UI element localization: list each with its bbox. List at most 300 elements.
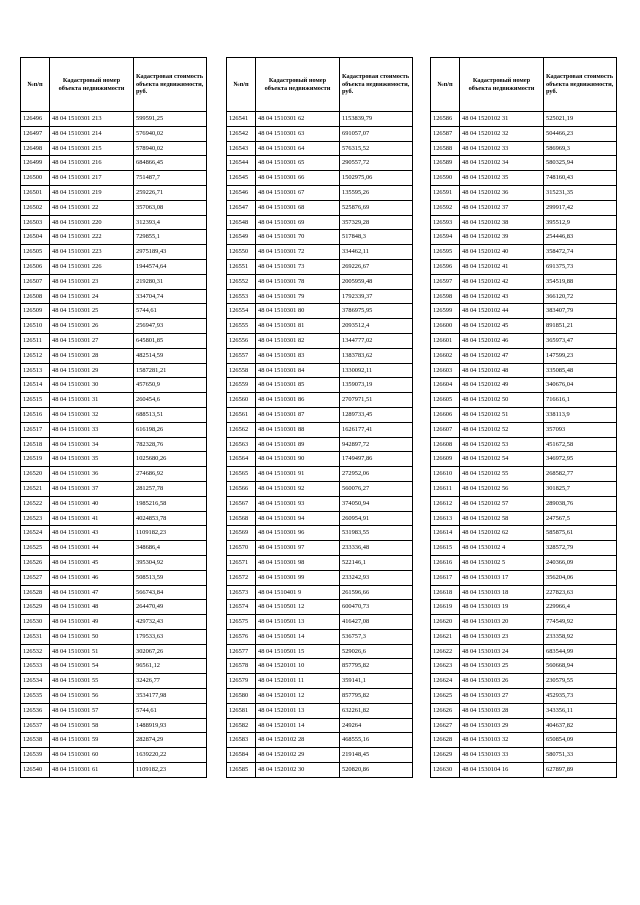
- cadastral-cost: 261596,66: [340, 585, 413, 600]
- cadastral-number: 48 04 1510301 83: [256, 348, 340, 363]
- row-index: 126537: [21, 718, 50, 733]
- cadastral-number: 48 04 1510301 89: [256, 437, 340, 452]
- cadastral-number: 48 04 1520102 35: [460, 171, 544, 186]
- cadastral-number: 48 04 1510301 219: [50, 185, 134, 200]
- header-index: №п/п: [227, 58, 256, 112]
- cadastral-cost: 580325,94: [544, 156, 617, 171]
- cadastral-number: 48 04 1510301 37: [50, 481, 134, 496]
- row-index: 126592: [431, 200, 460, 215]
- row-index: 126571: [227, 555, 256, 570]
- table-row: [21, 393, 207, 408]
- row-index: 126509: [21, 304, 50, 319]
- cadastral-number: 48 04 1520102 58: [460, 511, 544, 526]
- row-index: 126530: [21, 615, 50, 630]
- cadastral-number: 48 04 1510301 41: [50, 511, 134, 526]
- header-cadastral-number: Кадастровый номер объекта недвижимости: [256, 58, 340, 112]
- cadastral-number: 48 04 1530103 18: [460, 585, 544, 600]
- cadastral-cost: 1502975,06: [340, 171, 413, 186]
- header-cadastral-number: Кадастровый номер объекта недвижимости: [50, 58, 134, 112]
- cadastral-number: 48 04 1510301 226: [50, 259, 134, 274]
- cadastral-number: 48 04 1520102 37: [460, 200, 544, 215]
- table-row: [431, 600, 617, 615]
- row-index: 126501: [21, 185, 50, 200]
- cadastral-number: 48 04 1510301 220: [50, 215, 134, 230]
- table-row: [227, 570, 413, 585]
- table-row: [227, 156, 413, 171]
- table-row: [21, 215, 207, 230]
- cadastral-number: 48 04 1510301 33: [50, 422, 134, 437]
- cadastral-cost: 751487,7: [134, 171, 207, 186]
- row-index: 126595: [431, 245, 460, 260]
- table-row: [227, 496, 413, 511]
- cadastral-cost: 576315,52: [340, 141, 413, 156]
- cadastral-number: 48 04 1530103 32: [460, 733, 544, 748]
- cadastral-number: 48 04 1520101 12: [256, 689, 340, 704]
- table-row: [227, 452, 413, 467]
- row-index: 126531: [21, 629, 50, 644]
- row-index: 126517: [21, 422, 50, 437]
- cadastral-cost: 219280,31: [134, 274, 207, 289]
- row-index: 126588: [431, 141, 460, 156]
- table-row: [21, 733, 207, 748]
- cadastral-number: 48 04 1510301 26: [50, 319, 134, 334]
- cadastral-cost: 354519,88: [544, 274, 617, 289]
- cadastral-cost: 289038,76: [544, 496, 617, 511]
- table-row: [431, 659, 617, 674]
- table-row: [431, 511, 617, 526]
- cadastral-cost: 328572,79: [544, 541, 617, 556]
- cadastral-number: 48 04 1510301 63: [256, 126, 340, 141]
- row-index: 126601: [431, 333, 460, 348]
- row-index: 126616: [431, 555, 460, 570]
- cadastral-number: 48 04 1510301 45: [50, 555, 134, 570]
- cadastral-number: 48 04 1520101 10: [256, 659, 340, 674]
- cadastral-cost: 1153839,79: [340, 112, 413, 127]
- cadastral-number: 48 04 1510301 215: [50, 141, 134, 156]
- cadastral-number: 48 04 1510301 30: [50, 378, 134, 393]
- cadastral-cost: 2093512,4: [340, 319, 413, 334]
- header-index: №п/п: [431, 58, 460, 112]
- table-row: [431, 555, 617, 570]
- cadastral-cost: 691375,73: [544, 259, 617, 274]
- cadastral-number: 48 04 1520102 39: [460, 230, 544, 245]
- cadastral-number: 48 04 1520102 45: [460, 319, 544, 334]
- row-index: 126514: [21, 378, 50, 393]
- cadastral-cost: 1488919,93: [134, 718, 207, 733]
- row-index: 126548: [227, 215, 256, 230]
- cadastral-number: 48 04 1510501 12: [256, 600, 340, 615]
- row-index: 126593: [431, 215, 460, 230]
- cadastral-cost: 650854,09: [544, 733, 617, 748]
- row-index: 126562: [227, 422, 256, 437]
- cadastral-cost: 1359073,19: [340, 378, 413, 393]
- row-index: 126560: [227, 393, 256, 408]
- cadastral-cost: 416427,08: [340, 615, 413, 630]
- table-row: [21, 674, 207, 689]
- cadastral-cost: 247567,5: [544, 511, 617, 526]
- row-index: 126579: [227, 674, 256, 689]
- cadastral-cost: 2005959,48: [340, 274, 413, 289]
- row-index: 126629: [431, 748, 460, 763]
- header-cadastral-cost: Кадастровая стоимость объекта недвижимости, руб.: [134, 58, 207, 112]
- row-index: 126609: [431, 452, 460, 467]
- cadastral-number: 48 04 1530103 29: [460, 718, 544, 733]
- row-index: 126585: [227, 763, 256, 778]
- table-row: [431, 141, 617, 156]
- row-index: 126544: [227, 156, 256, 171]
- cadastral-number: 48 04 1510301 97: [256, 541, 340, 556]
- row-index: 126512: [21, 348, 50, 363]
- cadastral-cost: 504466,23: [544, 126, 617, 141]
- table-row: [227, 378, 413, 393]
- cadastral-cost: 451672,58: [544, 437, 617, 452]
- table-row: [227, 689, 413, 704]
- table-row: [431, 171, 617, 186]
- cadastral-cost: 259226,71: [134, 185, 207, 200]
- cadastral-number: 48 04 1510301 69: [256, 215, 340, 230]
- row-index: 126506: [21, 259, 50, 274]
- row-index: 126622: [431, 644, 460, 659]
- cadastral-cost: 315231,35: [544, 185, 617, 200]
- cadastral-number: 48 04 1510301 67: [256, 185, 340, 200]
- cadastral-number: 48 04 1510301 93: [256, 496, 340, 511]
- table-row: [431, 245, 617, 260]
- cadastral-cost: 1944574,64: [134, 259, 207, 274]
- cadastral-cost: 529026,6: [340, 644, 413, 659]
- cadastral-cost: 338113,9: [544, 407, 617, 422]
- cadastral-cost: 525876,69: [340, 200, 413, 215]
- table-row: [227, 703, 413, 718]
- row-index: 126599: [431, 304, 460, 319]
- cadastral-number: 48 04 1510301 213: [50, 112, 134, 127]
- cadastral-number: 48 04 1510301 46: [50, 570, 134, 585]
- table-row: [227, 526, 413, 541]
- row-index: 126510: [21, 319, 50, 334]
- cadastral-number: 48 04 1510301 80: [256, 304, 340, 319]
- table-row: [21, 555, 207, 570]
- table-row: [227, 541, 413, 556]
- row-index: 126498: [21, 141, 50, 156]
- header-cadastral-number: Кадастровый номер объекта недвижимости: [460, 58, 544, 112]
- row-index: 126572: [227, 570, 256, 585]
- cadastral-number: 48 04 1530102 5: [460, 555, 544, 570]
- cadastral-number: 48 04 1510301 90: [256, 452, 340, 467]
- cadastral-table-3: [430, 57, 617, 778]
- cadastral-number: 48 04 1510301 35: [50, 452, 134, 467]
- table-row: [21, 763, 207, 778]
- cadastral-cost: 227823,63: [544, 585, 617, 600]
- row-index: 126582: [227, 718, 256, 733]
- cadastral-number: 48 04 1530103 20: [460, 615, 544, 630]
- row-index: 126602: [431, 348, 460, 363]
- cadastral-cost: 219148,45: [340, 748, 413, 763]
- cadastral-cost: 1587281,21: [134, 363, 207, 378]
- cadastral-cost: 1626177,41: [340, 422, 413, 437]
- cadastral-cost: 580751,33: [544, 748, 617, 763]
- cadastral-cost: 5744,61: [134, 703, 207, 718]
- cadastral-number: 48 04 1510301 68: [256, 200, 340, 215]
- table-row: [431, 585, 617, 600]
- table-row: [21, 363, 207, 378]
- cadastral-number: 48 04 1510301 40: [50, 496, 134, 511]
- cadastral-cost: 383407,79: [544, 304, 617, 319]
- cadastral-table-2: [226, 57, 413, 778]
- cadastral-cost: 281257,78: [134, 481, 207, 496]
- cadastral-number: 48 04 1510301 34: [50, 437, 134, 452]
- row-index: 126621: [431, 629, 460, 644]
- table-row: [431, 467, 617, 482]
- cadastral-cost: 374050,94: [340, 496, 413, 511]
- table-row: [21, 467, 207, 482]
- row-index: 126557: [227, 348, 256, 363]
- cadastral-number: 48 04 1510301 91: [256, 467, 340, 482]
- table-row: [21, 185, 207, 200]
- cadastral-number: 48 04 1510501 15: [256, 644, 340, 659]
- cadastral-cost: 1749497,86: [340, 452, 413, 467]
- table-row: [227, 304, 413, 319]
- cadastral-cost: 600470,73: [340, 600, 413, 615]
- table-row: [431, 156, 617, 171]
- row-index: 126566: [227, 481, 256, 496]
- table-row: [21, 289, 207, 304]
- row-index: 126518: [21, 437, 50, 452]
- table-row: [227, 718, 413, 733]
- table-row: [431, 629, 617, 644]
- table-row: [431, 763, 617, 778]
- cadastral-cost: 3786975,95: [340, 304, 413, 319]
- cadastral-cost: 179533,63: [134, 629, 207, 644]
- row-index: 126568: [227, 511, 256, 526]
- cadastral-number: 48 04 1510301 223: [50, 245, 134, 260]
- table-row: [431, 319, 617, 334]
- row-index: 126573: [227, 585, 256, 600]
- row-index: 126525: [21, 541, 50, 556]
- row-index: 126534: [21, 674, 50, 689]
- cadastral-number: 48 04 1510301 27: [50, 333, 134, 348]
- cadastral-cost: 508513,59: [134, 570, 207, 585]
- row-index: 126508: [21, 289, 50, 304]
- row-index: 126496: [21, 112, 50, 127]
- row-index: 126500: [21, 171, 50, 186]
- cadastral-number: 48 04 1530103 28: [460, 703, 544, 718]
- row-index: 126499: [21, 156, 50, 171]
- row-index: 126575: [227, 615, 256, 630]
- cadastral-cost: 482514,59: [134, 348, 207, 363]
- cadastral-number: 48 04 1520102 34: [460, 156, 544, 171]
- row-index: 126596: [431, 259, 460, 274]
- cadastral-number: 48 04 1510301 79: [256, 289, 340, 304]
- cadastral-cost: 599591,25: [134, 112, 207, 127]
- cadastral-number: 48 04 1510301 29: [50, 363, 134, 378]
- cadastral-number: 48 04 1510301 60: [50, 748, 134, 763]
- cadastral-cost: 249264: [340, 718, 413, 733]
- table-row: [21, 541, 207, 556]
- cadastral-cost: 891851,21: [544, 319, 617, 334]
- cadastral-cost: 299917,42: [544, 200, 617, 215]
- row-index: 126587: [431, 126, 460, 141]
- row-index: 126546: [227, 185, 256, 200]
- cadastral-number: 48 04 1520102 49: [460, 378, 544, 393]
- cadastral-cost: 782328,76: [134, 437, 207, 452]
- cadastral-number: 48 04 1530103 19: [460, 600, 544, 615]
- cadastral-number: 48 04 1520102 47: [460, 348, 544, 363]
- cadastral-cost: 429732,43: [134, 615, 207, 630]
- cadastral-cost: 233336,48: [340, 541, 413, 556]
- table-row: [21, 259, 207, 274]
- cadastral-cost: 586969,3: [544, 141, 617, 156]
- cadastral-cost: 334462,11: [340, 245, 413, 260]
- cadastral-cost: 468555,16: [340, 733, 413, 748]
- row-index: 126532: [21, 644, 50, 659]
- table-row: [431, 348, 617, 363]
- table-row: [227, 171, 413, 186]
- cadastral-number: 48 04 1510301 31: [50, 393, 134, 408]
- row-index: 126559: [227, 378, 256, 393]
- table-row: [227, 333, 413, 348]
- table-row: [227, 215, 413, 230]
- row-index: 126526: [21, 555, 50, 570]
- table-row: [431, 407, 617, 422]
- row-index: 126611: [431, 481, 460, 496]
- cadastral-cost: 683544,99: [544, 644, 617, 659]
- table-row: [431, 689, 617, 704]
- cadastral-cost: 520820,86: [340, 763, 413, 778]
- table-row: [227, 467, 413, 482]
- cadastral-table-1: [20, 57, 207, 778]
- row-index: 126618: [431, 585, 460, 600]
- row-index: 126628: [431, 733, 460, 748]
- cadastral-cost: 301825,7: [544, 481, 617, 496]
- cadastral-number: 48 04 1530103 24: [460, 644, 544, 659]
- row-index: 126565: [227, 467, 256, 482]
- cadastral-cost: 684866,45: [134, 156, 207, 171]
- cadastral-number: 48 04 1530103 17: [460, 570, 544, 585]
- table-row: [431, 259, 617, 274]
- cadastral-number: 48 04 1520102 41: [460, 259, 544, 274]
- table-row: [431, 526, 617, 541]
- table-row: [431, 422, 617, 437]
- cadastral-cost: 272952,06: [340, 467, 413, 482]
- cadastral-cost: 1289733,45: [340, 407, 413, 422]
- table-row: [21, 585, 207, 600]
- cadastral-cost: 457650,9: [134, 378, 207, 393]
- cadastral-number: 48 04 1510501 14: [256, 629, 340, 644]
- cadastral-number: 48 04 1510301 25: [50, 304, 134, 319]
- cadastral-number: 48 04 1510301 36: [50, 467, 134, 482]
- cadastral-cost: 282874,29: [134, 733, 207, 748]
- row-index: 126586: [431, 112, 460, 127]
- row-index: 126543: [227, 141, 256, 156]
- row-index: 126511: [21, 333, 50, 348]
- cadastral-cost: 857795,82: [340, 659, 413, 674]
- table-row: [227, 200, 413, 215]
- table-row: [431, 644, 617, 659]
- table-row: [227, 141, 413, 156]
- cadastral-cost: 566743,84: [134, 585, 207, 600]
- cadastral-number: 48 04 1520102 51: [460, 407, 544, 422]
- table-row: [227, 245, 413, 260]
- table-row: [21, 141, 207, 156]
- table-row: [431, 615, 617, 630]
- cadastral-cost: 645801,85: [134, 333, 207, 348]
- cadastral-number: 48 04 1510301 88: [256, 422, 340, 437]
- cadastral-cost: 560668,94: [544, 659, 617, 674]
- cadastral-number: 48 04 1510301 24: [50, 289, 134, 304]
- cadastral-number: 48 04 1510301 56: [50, 689, 134, 704]
- cadastral-cost: 290557,72: [340, 156, 413, 171]
- row-index: 126577: [227, 644, 256, 659]
- row-index: 126614: [431, 526, 460, 541]
- row-index: 126610: [431, 467, 460, 482]
- cadastral-number: 48 04 1520102 62: [460, 526, 544, 541]
- row-index: 126625: [431, 689, 460, 704]
- cadastral-number: 48 04 1510301 73: [256, 259, 340, 274]
- row-index: 126529: [21, 600, 50, 615]
- cadastral-cost: 2975189,43: [134, 245, 207, 260]
- cadastral-number: 48 04 1510301 58: [50, 718, 134, 733]
- cadastral-number: 48 04 1520102 38: [460, 215, 544, 230]
- cadastral-number: 48 04 1520102 40: [460, 245, 544, 260]
- cadastral-number: 48 04 1510301 99: [256, 570, 340, 585]
- cadastral-number: 48 04 1530103 23: [460, 629, 544, 644]
- cadastral-cost: 260954,91: [340, 511, 413, 526]
- row-index: 126536: [21, 703, 50, 718]
- table-row: [227, 629, 413, 644]
- cadastral-cost: 688513,51: [134, 407, 207, 422]
- table-row: [227, 112, 413, 127]
- table-row: [227, 393, 413, 408]
- row-index: 126542: [227, 126, 256, 141]
- row-index: 126620: [431, 615, 460, 630]
- cadastral-number: 48 04 1520102 29: [256, 748, 340, 763]
- row-index: 126522: [21, 496, 50, 511]
- cadastral-cost: 857795,82: [340, 689, 413, 704]
- cadastral-number: 48 04 1510301 94: [256, 511, 340, 526]
- cadastral-cost: 1792339,37: [340, 289, 413, 304]
- cadastral-number: 48 04 1520102 36: [460, 185, 544, 200]
- cadastral-number: 48 04 1520102 55: [460, 467, 544, 482]
- cadastral-cost: 1109182,23: [134, 526, 207, 541]
- cadastral-number: 48 04 1520101 13: [256, 703, 340, 718]
- row-index: 126584: [227, 748, 256, 763]
- cadastral-cost: 452935,73: [544, 689, 617, 704]
- cadastral-cost: 256947,93: [134, 319, 207, 334]
- table-row: [21, 348, 207, 363]
- cadastral-number: 48 04 1520102 50: [460, 393, 544, 408]
- cadastral-cost: 346972,95: [544, 452, 617, 467]
- row-index: 126574: [227, 600, 256, 615]
- cadastral-number: 48 04 1520102 42: [460, 274, 544, 289]
- row-index: 126569: [227, 526, 256, 541]
- table-row: [431, 748, 617, 763]
- row-index: 126528: [21, 585, 50, 600]
- row-index: 126545: [227, 171, 256, 186]
- cadastral-number: 48 04 1510301 62: [256, 112, 340, 127]
- cadastral-cost: 632261,82: [340, 703, 413, 718]
- cadastral-number: 48 04 1510301 44: [50, 541, 134, 556]
- table-row: [431, 481, 617, 496]
- table-row: [21, 126, 207, 141]
- cadastral-cost: 774549,92: [544, 615, 617, 630]
- table-row: [431, 570, 617, 585]
- cadastral-number: 48 04 1520102 31: [460, 112, 544, 127]
- row-index: 126589: [431, 156, 460, 171]
- table-row: [227, 763, 413, 778]
- cadastral-number: 48 04 1520102 54: [460, 452, 544, 467]
- table-row: [431, 215, 617, 230]
- row-index: 126591: [431, 185, 460, 200]
- row-index: 126576: [227, 629, 256, 644]
